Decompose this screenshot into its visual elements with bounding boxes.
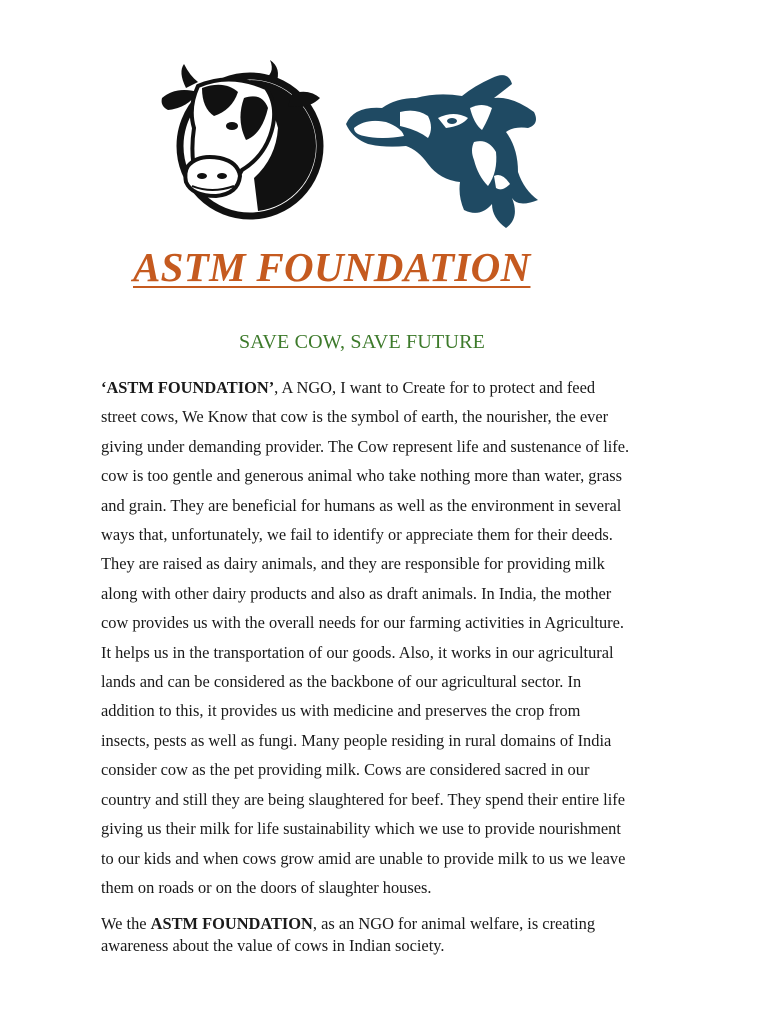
paragraph-line: insects, pests as well as fungi. Many people residing in rural domains of India xyxy=(101,730,612,750)
org-name-bold: ASTM FOUNDATION xyxy=(150,914,313,933)
paragraph-line: along with other dairy products and also as draft animals. In India, the mother xyxy=(101,583,612,603)
paragraph-line: giving under demanding provider. The Cow represent life and sustenance of life. xyxy=(101,436,630,456)
paragraph-line: giving us their milk for life sustainability which we use to provide nourishment xyxy=(101,819,621,839)
paragraph-line: country and still they are being slaughtered for beef. They spend their entire life xyxy=(101,789,626,809)
paragraph-line: We the ASTM FOUNDATION, as an NGO for animal welfare, is creating xyxy=(101,914,596,933)
paragraph-line: and grain. They are beneficial for humans as well as the environment in several xyxy=(101,495,622,515)
paragraph-line: street cows, We Know that cow is the symbol of earth, the nourisher, the ever xyxy=(101,407,609,427)
logo-row xyxy=(158,58,548,233)
body-paragraph-2 xyxy=(101,913,701,957)
paragraph-line: consider cow as the pet providing milk. Cows are considered sacred in our xyxy=(101,760,590,780)
cow-head-silhouette-icon xyxy=(342,68,546,233)
paragraph-line: ways that, unfortunately, we fail to identify or appreciate them for their deeds. xyxy=(101,525,613,545)
cow-head-circle-icon xyxy=(158,58,326,223)
paragraph-line: It helps us in the transportation of our goods. Also, it works in our agricultural xyxy=(101,642,614,662)
body-paragraph-1 xyxy=(101,373,701,902)
paragraph-line: to our kids and when cows grow amid are unable to provide milk to us we leave xyxy=(101,848,626,868)
paragraph-line: them on roads or on the doors of slaughter houses. xyxy=(101,877,432,897)
paragraph-line: cow provides us with the overall needs for our farming activities in Agriculture. xyxy=(101,613,624,633)
org-name-bold: ‘ASTM FOUNDATION’ xyxy=(101,378,275,397)
page-title: ASTM FOUNDATION xyxy=(133,244,531,290)
paragraph-line: addition to this, it provides us with medicine and preserves the crop from xyxy=(101,701,581,721)
paragraph-line: ‘ASTM FOUNDATION’, A NGO, I want to Create for to protect and feed xyxy=(101,378,596,397)
paragraph-line: cow is too gentle and generous animal who take nothing more than water, grass xyxy=(101,466,622,486)
paragraph-line: They are raised as dairy animals, and they are responsible for providing milk xyxy=(101,554,605,574)
paragraph-line: lands and can be considered as the backbone of our agricultural sector. In xyxy=(101,672,582,692)
paragraph-line: awareness about the value of cows in Indian society. xyxy=(101,936,445,955)
page-subtitle: SAVE COW, SAVE FUTURE xyxy=(238,331,486,353)
